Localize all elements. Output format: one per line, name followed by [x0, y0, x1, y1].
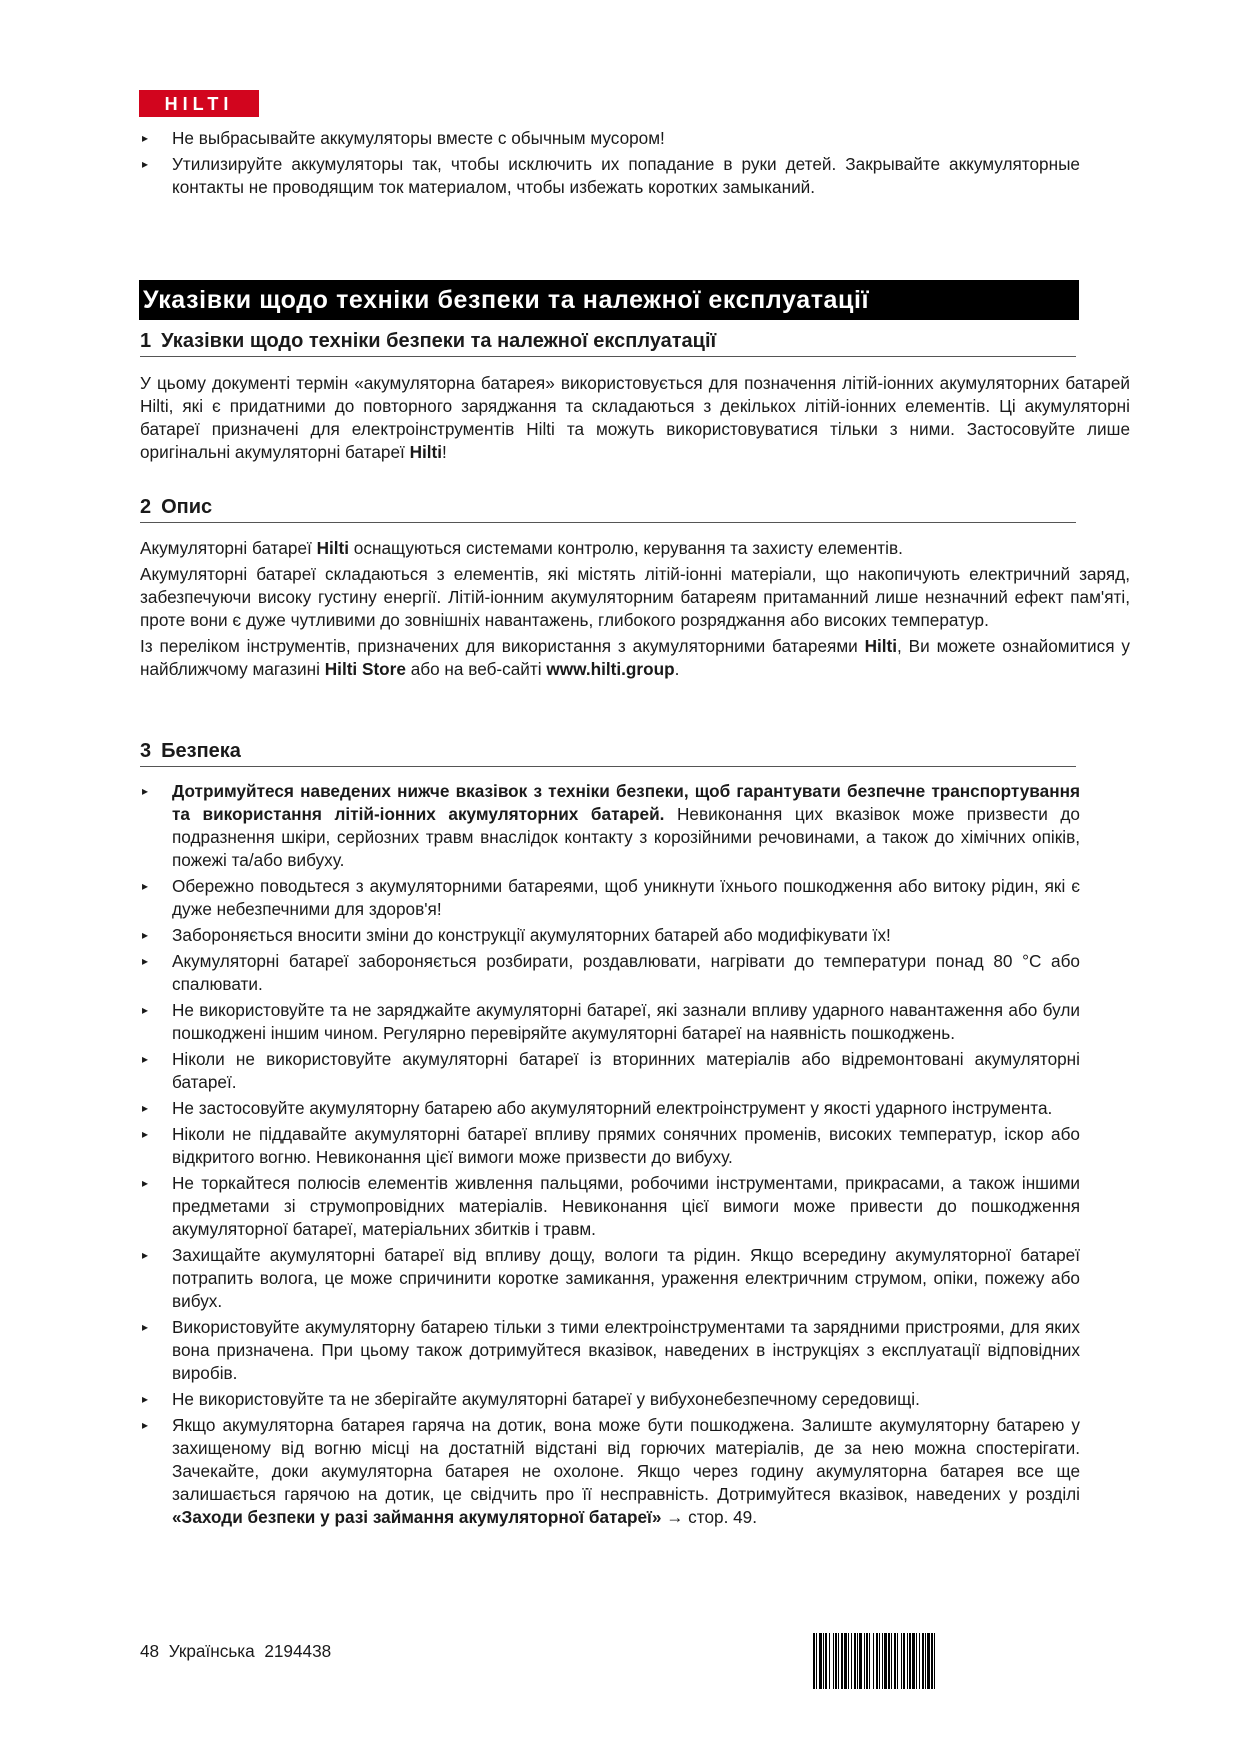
barcode [813, 1633, 1065, 1689]
barcode-bar [813, 1633, 815, 1689]
barcode-bar [833, 1633, 834, 1689]
bullet-icon: ▸ [142, 879, 149, 893]
list-item: ▸ Акумуляторні батареї забороняється розбирати, роздавлювати, нагрівати до температури понад 80 °C або спалювати. [142, 951, 1080, 994]
list-item: ▸ Використовуйте акумуляторну батарею тільки з тими електроінструментами та зарядними пристроями, для яких вона призначена. При цьому також дотримуйтеся вказівок, наведених в інструкціях з експлуатації відповідних виробів. [142, 1317, 1080, 1383]
barcode-bar [848, 1633, 849, 1689]
bullet-icon: ▸ [142, 1176, 149, 1190]
doc-number: 2194438 [264, 1641, 332, 1661]
barcode-bar [819, 1633, 822, 1689]
list-item: ▸ Захищайте акумуляторні батареї від впливу дощу, вологи та рідин. Якщо всередину акумуляторної батареї потрапить волога, це може спричинити коротке замикання, ураження електричним струмом, опіки, пожежу або вибух. [142, 1245, 1080, 1311]
list-item: ▸ Не выбрасывайте аккумуляторы вместе с обычным мусором! [142, 128, 665, 148]
list-item: ▸ Ніколи не піддавайте акумуляторні батареї впливу прямих сонячних променів, високих температур, іскор або відкритого вогню. Невиконання цієї вимоги може призвести до вибуху. [142, 1124, 1080, 1167]
bullet-icon: ▸ [142, 157, 149, 171]
barcode-bar [922, 1633, 924, 1689]
logo-text: HILTI [164, 93, 234, 114]
bullet-icon: ▸ [142, 1248, 149, 1262]
barcode-bar [927, 1633, 930, 1689]
barcode-bar [919, 1633, 920, 1689]
bullet-icon: ▸ [142, 1320, 149, 1334]
section-2-body: Акумуляторні батареї Hilti оснащуються системами контролю, керування та захисту елементів. Акумуляторні батареї складаються з елементів, які містять літій-іонні матеріали, що накопичують електричний заряд, забезпечуючи високу густину енергії. Літій-іонним акумуляторним батареям притаманний лише незначний ефект пам'яті, проте вони є дуже чутливими до зовнішніх навантажень, глибокого розряджання або високих температур. Із переліком інструментів, призначених для використання з акумуляторними батареями Hilti, Ви можете ознайомитися у найближчому магазині Hilti Store або на веб-сайті www.hilti.group. [140, 538, 1130, 679]
barcode-bar [931, 1633, 933, 1689]
list-item: ▸ Не застосовуйте акумуляторну батарею або акумуляторний електроінструмент у якості ударного інструмента. [142, 1098, 1053, 1118]
safety-list [140, 780, 1080, 1532]
barcode-bar [916, 1633, 917, 1689]
hilti-logo [139, 90, 259, 117]
section-1-body: У цьому документі термін «акумуляторна батарея» використовується для позначення літій-іонних акумуляторних батарей Hilti, які є придатними до повторного заряджання та складаються з декількох літій-іонних елементів. Ці акумуляторні батареї призначені для електроінструментів Hilti та можуть використовуватися тільки з ними. Застосовуйте лише оригінальні акумуляторні батареї Hilti! [140, 373, 1130, 462]
barcode-bar [864, 1633, 865, 1689]
barcode-bar [879, 1633, 880, 1689]
top-bullet-list [140, 127, 1080, 202]
barcode-bar [876, 1633, 878, 1689]
list-item: ▸ Ніколи не використовуйте акумуляторні батареї із вторинних матеріалів або відремонтовані акумуляторні батареї. [142, 1049, 1080, 1092]
bullet-icon: ▸ [142, 1101, 149, 1115]
barcode-bar [891, 1633, 892, 1689]
barcode-bar [841, 1633, 843, 1689]
barcode-bar [866, 1633, 868, 1689]
list-item: ▸ Не використовуйте та не заряджайте акумуляторні батареї, які зазнали впливу ударного навантаження або були пошкоджені іншим чином. Регулярно перевіряйте акумуляторні батареї на наявність пошкоджень. [142, 1000, 1080, 1043]
barcode-bar [854, 1633, 856, 1689]
barcode-bar [823, 1633, 824, 1689]
bullet-icon: ▸ [142, 1052, 149, 1066]
list-item: ▸ Забороняється вносити зміни до конструкції акумуляторних батарей або модифікувати їх! [142, 925, 891, 945]
footer-language: Українська [168, 1641, 255, 1661]
list-item: ▸ Не торкайтеся полюсів елементів живлення пальцями, робочими інструментами, прикрасами, а також іншими предметами зі струмопровідних матеріалів. Невиконання цієї вимоги може привести до пошкодження акумуляторної батареї, матеріальних збитків і травм. [142, 1173, 1080, 1239]
section-heading-3: 3 Безпека [140, 738, 1076, 767]
barcode-bar [829, 1633, 830, 1689]
bullet-icon: ▸ [142, 131, 149, 145]
barcode-bar [897, 1633, 898, 1689]
bullet-icon: ▸ [142, 1392, 149, 1406]
list-item: ▸ Дотримуйтеся наведених нижче вказівок з техніки безпеки, щоб гарантувати безпечне транспортування та використання літій-іонних акумуляторних батарей. Невиконання цих вказівок може призвести до подразнення шкіри, серйозних травм внаслідок контакту з корозійними речовинами, а також до хімічних опіків, пожежі та/або вибуху. [142, 781, 1080, 870]
barcode-bar [884, 1633, 887, 1689]
barcode-bar [912, 1633, 915, 1689]
bullet-icon: ▸ [142, 1003, 149, 1017]
barcode-bar [816, 1633, 817, 1689]
page-number: 48 [140, 1641, 160, 1661]
barcode-bar [901, 1633, 902, 1689]
barcode-bar [873, 1633, 874, 1689]
barcode-bar [907, 1633, 908, 1689]
bullet-icon: ▸ [142, 1127, 149, 1141]
list-item: ▸ Обережно поводьтеся з акумуляторними батареями, щоб уникнути їхнього пошкодження або витоку рідин, які є дуже небезпечними для здоров'я! [142, 876, 1080, 919]
bullet-icon: ▸ [142, 954, 149, 968]
page-footer [140, 1640, 331, 1662]
list-item: ▸ Якщо акумуляторна батарея гаряча на дотик, вона може бути пошкоджена. Залиште акумуляторну батарею у захищеному від вогню місці на достатній відстані від горючих матеріалів, де за нею можна спостерігати. Зачекайте, доки акумуляторна батарея не охолоне. Якщо через годину акумуляторна батарея все ще залишається гарячою на дотик, це свідчить про її несправність. Дотримуйтеся вказівок, наведених у розділі «Заходи безпеки у разі займання акумуляторної батареї» → стор. 49. [142, 1415, 1080, 1527]
section-heading-2: 2 Опис [140, 494, 1076, 523]
section-heading-1: 1 Указівки щодо техніки безпеки та належної експлуатації [140, 328, 1076, 357]
list-item: ▸ Не використовуйте та не зберігайте акумуляторні батареї у вибухонебезпечному середовищі. [142, 1389, 920, 1409]
bullet-icon: ▸ [142, 784, 149, 798]
barcode-bar [844, 1633, 847, 1689]
barcode-bar [869, 1633, 870, 1689]
barcode-bar [857, 1633, 858, 1689]
barcode-bar [888, 1633, 890, 1689]
list-item: ▸ Утилизируйте аккумуляторы так, чтобы исключить их попадание в руки детей. Закрывайте аккумуляторные контакты не проводящим ток материалом, чтобы избежать коротких замыканий. [142, 154, 1080, 197]
barcode-bar [835, 1633, 837, 1689]
barcode-bar [925, 1633, 926, 1689]
barcode-bar [909, 1633, 911, 1689]
barcode-bar [859, 1633, 862, 1689]
barcode-bar [903, 1633, 905, 1689]
barcode-bar [934, 1633, 935, 1689]
barcode-bar [851, 1633, 852, 1689]
chapter-title: Указівки щодо техніки безпеки та належної експлуатації [139, 280, 1079, 320]
barcode-bar [825, 1633, 827, 1689]
bullet-icon: ▸ [142, 928, 149, 942]
barcode-bar [882, 1633, 883, 1689]
barcode-bar [838, 1633, 839, 1689]
barcode-bar [894, 1633, 896, 1689]
bullet-icon: ▸ [142, 1418, 149, 1432]
